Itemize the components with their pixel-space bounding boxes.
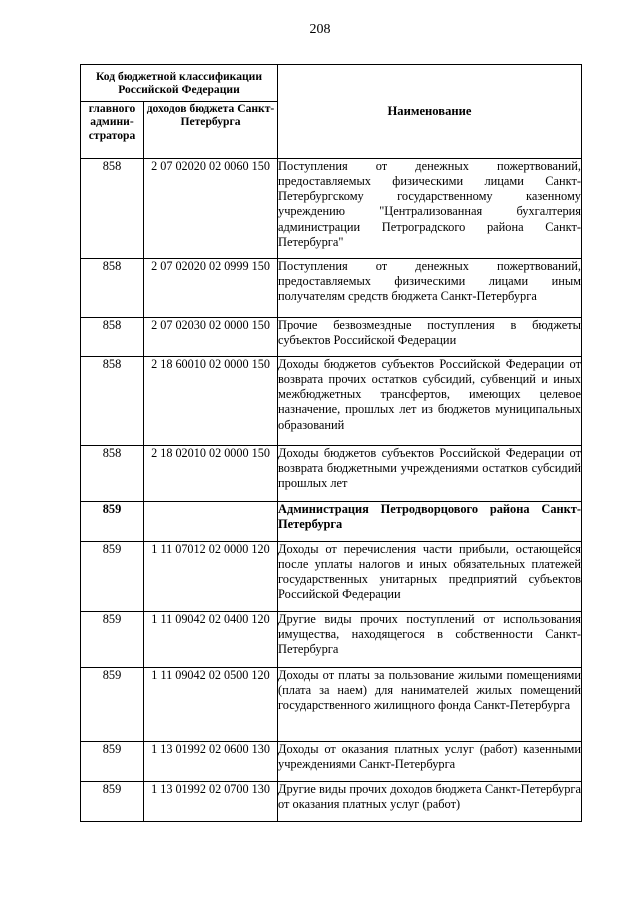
table-row [81, 357, 582, 446]
name-cell: Доходы от оказания платных услуг (работ) казенными учреждениями Санкт-Петербурга [278, 742, 582, 782]
table-row [81, 668, 582, 742]
section-title-cell: Администрация Петродворцового района Санкт-Петербурга [278, 502, 582, 542]
admin-code-cell: 859 [81, 782, 144, 822]
header-income-code: доходов бюджета Санкт-Петербурга [144, 102, 278, 159]
header-classification-code: Код бюджетной классификации Российской Федерации [81, 65, 278, 102]
name-cell: Доходы бюджетов субъектов Российской Федерации от возврата прочих остатков субсидий, субвенций и иных межбюджетных трансфертов, имеющих целевое назначение, прошлых лет из бюджетов муниципальных образований [278, 357, 582, 446]
income-code-cell: 2 18 60010 02 0000 150 [144, 357, 278, 446]
admin-code-cell: 859 [81, 542, 144, 612]
header-admin: главного админи-стратора [81, 102, 144, 159]
table-row-section [81, 502, 582, 542]
table-row [81, 318, 582, 357]
name-cell: Поступления от денежных пожертвований, предоставляемых физическими лицами иным получателям средств бюджета Санкт-Петербурга [278, 259, 582, 318]
table-body [81, 159, 582, 822]
admin-code-cell: 859 [81, 612, 144, 668]
name-cell: Доходы от перечисления части прибыли, остающейся после уплаты налогов и иных обязательных платежей государственных унитарных предприятий субъектов Российской Федерации [278, 542, 582, 612]
income-code-cell: 1 11 09042 02 0500 120 [144, 668, 278, 742]
table-row [81, 782, 582, 822]
admin-code-cell: 858 [81, 357, 144, 446]
admin-code-cell: 858 [81, 318, 144, 357]
income-code-cell: 2 07 02030 02 0000 150 [144, 318, 278, 357]
name-cell: Поступления от денежных пожертвований, предоставляемых физическими лицами Санкт-Петербургскому государственному казенному учреждению "Централизованная бухгалтерия администрации Петроградского района Санкт-Петербурга" [278, 159, 582, 259]
income-code-cell: 1 11 09042 02 0400 120 [144, 612, 278, 668]
income-code-cell: 1 13 01992 02 0700 130 [144, 782, 278, 822]
admin-code-cell: 858 [81, 159, 144, 259]
table-header [81, 65, 582, 159]
name-cell: Другие виды прочих поступлений от использования имущества, находящегося в собственности Санкт-Петербурга [278, 612, 582, 668]
table-row [81, 542, 582, 612]
income-code-cell: 2 18 02010 02 0000 150 [144, 446, 278, 502]
income-code-cell: 2 07 02020 02 0999 150 [144, 259, 278, 318]
table-row [81, 446, 582, 502]
admin-code-cell: 858 [81, 259, 144, 318]
table-row [81, 612, 582, 668]
income-code-cell: 1 11 07012 02 0000 120 [144, 542, 278, 612]
table-row [81, 742, 582, 782]
budget-classification-table [80, 64, 582, 822]
table-row [81, 159, 582, 259]
income-code-cell: 1 13 01992 02 0600 130 [144, 742, 278, 782]
name-cell: Доходы бюджетов субъектов Российской Федерации от возврата бюджетными учреждениями остатков субсидий прошлых лет [278, 446, 582, 502]
admin-code-cell: 859 [81, 742, 144, 782]
table-row [81, 259, 582, 318]
income-code-cell: 2 07 02020 02 0060 150 [144, 159, 278, 259]
name-cell: Прочие безвозмездные поступления в бюджеты субъектов Российской Федерации [278, 318, 582, 357]
name-cell: Доходы от платы за пользование жилыми помещениями (плата за наем) для нанимателей жилых помещений государственного жилищного фонда Санкт-Петербурга [278, 668, 582, 742]
header-name: Наименование [278, 65, 582, 159]
income-code-cell [144, 502, 278, 542]
page-number: 208 [309, 22, 331, 37]
admin-code-cell: 858 [81, 446, 144, 502]
admin-code-cell: 859 [81, 502, 144, 542]
name-cell: Другие виды прочих доходов бюджета Санкт-Петербурга от оказания платных услуг (работ) [278, 782, 582, 822]
admin-code-cell: 859 [81, 668, 144, 742]
